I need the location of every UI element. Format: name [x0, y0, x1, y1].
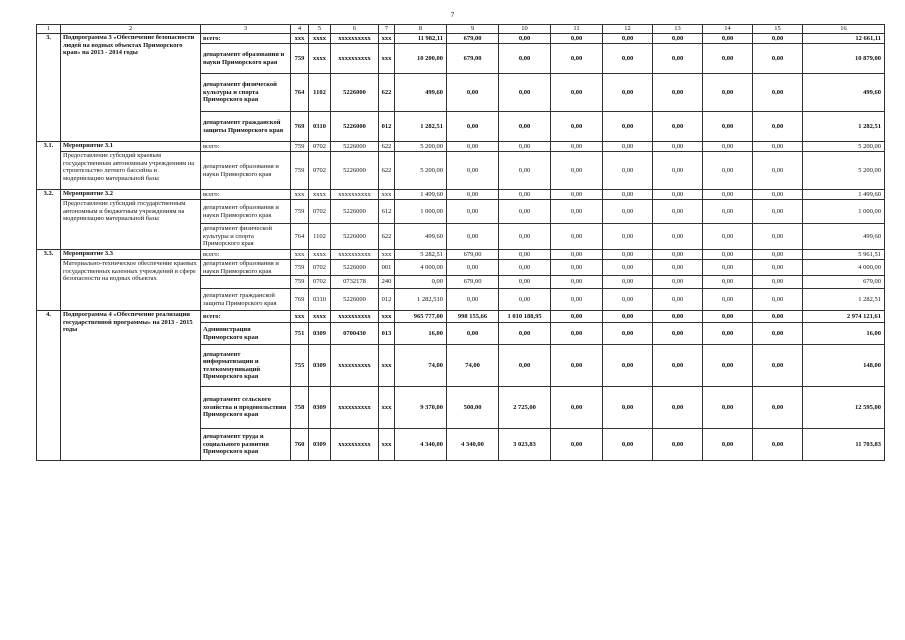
total-value: 10 879,00 [803, 44, 885, 74]
code-c4: 759 [291, 152, 309, 190]
code-c6: 0732178 [331, 276, 379, 289]
code-c5: xxxx [309, 190, 331, 200]
year-value: 0,00 [753, 323, 803, 345]
item-title: Подпрограмма 3 «Обеспечение безопасности людей на водных объектах Приморского края» на 2013 - 2014 годы [61, 34, 201, 142]
code-c5: xxxx [309, 311, 331, 323]
code-c6: 5226000 [331, 152, 379, 190]
year-value: 0,00 [753, 289, 803, 311]
year-value: 0,00 [603, 34, 653, 44]
year-value: 0,00 [499, 276, 551, 289]
year-value: 0,00 [499, 190, 551, 200]
column-number-4: 4 [291, 25, 309, 34]
code-c4: xxx [291, 250, 309, 260]
code-c6: xxxxxxxxxx [331, 44, 379, 74]
year-value: 0,00 [447, 323, 499, 345]
code-c6: xxxxxxxxxx [331, 250, 379, 260]
column-number-1: 1 [37, 25, 61, 34]
responsible-org: всего: [201, 250, 291, 260]
code-c6: 0700430 [331, 323, 379, 345]
year-value: 0,00 [653, 74, 703, 112]
year-value: 0,00 [753, 311, 803, 323]
year-value: 1 010 188,95 [499, 311, 551, 323]
column-number-11: 11 [551, 25, 603, 34]
responsible-org [201, 276, 291, 289]
year-value: 0,00 [603, 200, 653, 224]
year-value: 0,00 [703, 323, 753, 345]
code-c6: xxxxxxxxxx [331, 311, 379, 323]
year-value: 0,00 [703, 224, 753, 250]
year-value: 11 982,11 [395, 34, 447, 44]
code-c5: 0702 [309, 260, 331, 276]
code-c6: xxxxxxxxxx [331, 345, 379, 387]
year-value: 0,00 [603, 224, 653, 250]
code-c5: 0310 [309, 112, 331, 142]
year-value: 0,00 [499, 289, 551, 311]
total-value: 11 703,83 [803, 429, 885, 461]
total-value: 4 000,00 [803, 260, 885, 276]
page-number: 7 [450, 11, 455, 19]
year-value: 74,00 [395, 345, 447, 387]
year-value: 0,00 [603, 323, 653, 345]
year-value: 0,00 [447, 289, 499, 311]
code-c5: xxxx [309, 34, 331, 44]
code-c5: 1102 [309, 74, 331, 112]
column-number-7: 7 [379, 25, 395, 34]
year-value: 0,00 [551, 429, 603, 461]
year-value: 0,00 [551, 311, 603, 323]
item-number: 3.1. [37, 142, 61, 190]
code-c4: xxx [291, 311, 309, 323]
year-value: 0,00 [499, 34, 551, 44]
responsible-org: департамент образования и науки Приморского края [201, 200, 291, 224]
m32-row [37, 190, 885, 200]
total-value: 16,00 [803, 323, 885, 345]
code-c4: 755 [291, 345, 309, 387]
code-c7: xxx [379, 250, 395, 260]
code-c4: 769 [291, 289, 309, 311]
year-value: 0,00 [653, 200, 703, 224]
year-value: 5 282,51 [395, 250, 447, 260]
code-c5: 0702 [309, 276, 331, 289]
year-value: 0,00 [703, 44, 753, 74]
item-title: Мероприятие 3.2 [61, 190, 201, 200]
column-number-12: 12 [603, 25, 653, 34]
code-c4: 769 [291, 112, 309, 142]
code-c7: xxx [379, 345, 395, 387]
year-value: 5 200,00 [395, 152, 447, 190]
year-value: 0,00 [603, 276, 653, 289]
year-value: 0,00 [703, 142, 753, 152]
code-c6: 5226000 [331, 74, 379, 112]
year-value: 0,00 [603, 429, 653, 461]
code-c5: 0310 [309, 289, 331, 311]
year-value: 0,00 [395, 276, 447, 289]
year-value: 0,00 [603, 112, 653, 142]
year-value: 0,00 [499, 200, 551, 224]
year-value: 0,00 [703, 429, 753, 461]
year-value: 0,00 [653, 289, 703, 311]
total-value: 12 595,00 [803, 387, 885, 429]
code-c6: xxxxxxxxxx [331, 34, 379, 44]
responsible-org: департамент гражданской защиты Приморского края [201, 289, 291, 311]
responsible-org: департамент образования и науки Приморского края [201, 44, 291, 74]
year-value: 0,00 [703, 250, 753, 260]
year-value: 0,00 [447, 224, 499, 250]
year-value: 0,00 [499, 260, 551, 276]
year-value: 0,00 [551, 152, 603, 190]
year-value: 0,00 [551, 112, 603, 142]
code-c7: 622 [379, 224, 395, 250]
year-value: 74,00 [447, 345, 499, 387]
year-value: 0,00 [499, 112, 551, 142]
budget-table [36, 24, 885, 461]
year-value: 0,00 [653, 152, 703, 190]
code-c5: 0309 [309, 345, 331, 387]
year-value: 1 499,60 [395, 190, 447, 200]
column-number-13: 13 [653, 25, 703, 34]
code-c4: 751 [291, 323, 309, 345]
year-value: 679,00 [447, 44, 499, 74]
column-number-14: 14 [703, 25, 753, 34]
code-c6: 5226000 [331, 289, 379, 311]
year-value: 1 282,51 [395, 112, 447, 142]
code-c7: xxx [379, 34, 395, 44]
year-value: 0,00 [551, 74, 603, 112]
year-value: 0,00 [703, 289, 753, 311]
item-number: 4. [37, 311, 61, 461]
column-number-8: 8 [395, 25, 447, 34]
code-c6: 5226000 [331, 200, 379, 224]
responsible-org: департамент сельского хозяйства и продовольствия Приморского края [201, 387, 291, 429]
code-c5: 0702 [309, 200, 331, 224]
column-number-9: 9 [447, 25, 499, 34]
item-number: 3.3. [37, 250, 61, 311]
code-c4: 759 [291, 44, 309, 74]
code-c4: xxx [291, 190, 309, 200]
total-value: 5 961,51 [803, 250, 885, 260]
total-value: 5 200,00 [803, 152, 885, 190]
year-value: 0,00 [499, 44, 551, 74]
year-value: 0,00 [551, 34, 603, 44]
s3-row [37, 34, 885, 44]
total-value: 12 661,11 [803, 34, 885, 44]
year-value: 0,00 [753, 142, 803, 152]
year-value: 0,00 [703, 260, 753, 276]
year-value: 2 725,00 [499, 387, 551, 429]
year-value: 499,60 [395, 224, 447, 250]
year-value: 0,00 [447, 200, 499, 224]
year-value: 0,00 [753, 260, 803, 276]
total-value: 499,60 [803, 74, 885, 112]
column-number-16: 16 [803, 25, 885, 34]
responsible-org: департамент гражданской защиты Приморского края [201, 112, 291, 142]
code-c7: 012 [379, 289, 395, 311]
year-value: 0,00 [703, 112, 753, 142]
total-value: 5 200,00 [803, 142, 885, 152]
year-value: 0,00 [703, 311, 753, 323]
code-c5: 0309 [309, 323, 331, 345]
year-value: 0,00 [447, 142, 499, 152]
year-value: 0,00 [447, 74, 499, 112]
code-c5: 0702 [309, 142, 331, 152]
column-number-15: 15 [753, 25, 803, 34]
item-description: Материально-техническое обеспечение краевых государственных казенных учреждений в сфере безопасности на водных объектах [61, 260, 201, 311]
year-value: 1 282,510 [395, 289, 447, 311]
code-c7: 622 [379, 74, 395, 112]
column-number-6: 6 [331, 25, 379, 34]
year-value: 0,00 [447, 112, 499, 142]
item-number: 3. [37, 34, 61, 142]
year-value: 0,00 [653, 34, 703, 44]
code-c6: xxxxxxxxxx [331, 429, 379, 461]
code-c4: 764 [291, 74, 309, 112]
year-value: 0,00 [703, 74, 753, 112]
responsible-org: департамент труда и социального развития Приморского края [201, 429, 291, 461]
year-value: 0,00 [703, 345, 753, 387]
total-value: 1 282,51 [803, 112, 885, 142]
year-value: 0,00 [753, 34, 803, 44]
year-value: 0,00 [603, 311, 653, 323]
year-value: 679,00 [447, 34, 499, 44]
item-description: Предоставление субсидий краевым государственным автономным учреждениям на строительство летнего бассейна и модернизацию материальной базы [61, 152, 201, 190]
code-c5: 0702 [309, 152, 331, 190]
year-value: 0,00 [653, 429, 703, 461]
m31-row [37, 142, 885, 152]
code-c5: 1102 [309, 224, 331, 250]
year-value: 0,00 [603, 387, 653, 429]
year-value: 0,00 [499, 323, 551, 345]
code-c6: 5226000 [331, 112, 379, 142]
code-c6: 5226000 [331, 142, 379, 152]
code-c7: xxx [379, 429, 395, 461]
responsible-org: всего: [201, 34, 291, 44]
responsible-org: департамент образования и науки Приморского края [201, 152, 291, 190]
year-value: 4 000,00 [395, 260, 447, 276]
code-c5: xxxx [309, 44, 331, 74]
column-number-5: 5 [309, 25, 331, 34]
code-c4: 759 [291, 142, 309, 152]
year-value: 0,00 [653, 190, 703, 200]
code-c4: xxx [291, 34, 309, 44]
year-value: 0,00 [603, 142, 653, 152]
year-value: 0,00 [703, 152, 753, 190]
column-number-10: 10 [499, 25, 551, 34]
year-value: 965 777,00 [395, 311, 447, 323]
year-value: 0,00 [551, 200, 603, 224]
code-c4: 758 [291, 387, 309, 429]
year-value: 0,00 [653, 345, 703, 387]
year-value: 0,00 [653, 323, 703, 345]
year-value: 679,00 [447, 250, 499, 260]
responsible-org: всего: [201, 142, 291, 152]
year-value: 0,00 [551, 44, 603, 74]
responsible-org: всего: [201, 311, 291, 323]
item-number: 3.2. [37, 190, 61, 250]
year-value: 0,00 [703, 34, 753, 44]
year-value: 0,00 [653, 387, 703, 429]
year-value: 0,00 [753, 152, 803, 190]
year-value: 0,00 [653, 142, 703, 152]
code-c7: 622 [379, 152, 395, 190]
code-c7: xxx [379, 311, 395, 323]
year-value: 500,00 [447, 387, 499, 429]
column-number-3: 3 [201, 25, 291, 34]
year-value: 0,00 [603, 260, 653, 276]
code-c5: xxxx [309, 250, 331, 260]
year-value: 5 200,00 [395, 142, 447, 152]
item-title: Мероприятие 3.3 [61, 250, 201, 260]
responsible-org: департамент физической культуры и спорта Приморского края [201, 74, 291, 112]
year-value: 0,00 [753, 345, 803, 387]
m33-row [37, 260, 885, 276]
year-value: 0,00 [551, 323, 603, 345]
year-value: 0,00 [653, 224, 703, 250]
code-c5: 0309 [309, 387, 331, 429]
year-value: 0,00 [653, 311, 703, 323]
year-value: 0,00 [703, 190, 753, 200]
code-c6: xxxxxxxxxx [331, 190, 379, 200]
year-value: 0,00 [551, 276, 603, 289]
code-c7: xxx [379, 44, 395, 74]
year-value: 0,00 [753, 250, 803, 260]
code-c7: 240 [379, 276, 395, 289]
year-value: 16,00 [395, 323, 447, 345]
year-value: 0,00 [551, 190, 603, 200]
year-value: 0,00 [753, 387, 803, 429]
responsible-org: департамент физической культуры и спорта Приморского края [201, 224, 291, 250]
year-value: 0,00 [603, 74, 653, 112]
year-value: 0,00 [703, 387, 753, 429]
responsible-org: департамент образования и науки Приморского края [201, 260, 291, 276]
year-value: 0,00 [653, 44, 703, 74]
year-value: 1 000,00 [395, 200, 447, 224]
code-c6: 5226000 [331, 224, 379, 250]
year-value: 0,00 [753, 200, 803, 224]
year-value: 998 155,66 [447, 311, 499, 323]
code-c4: 759 [291, 200, 309, 224]
year-value: 0,00 [551, 289, 603, 311]
year-value: 0,00 [499, 74, 551, 112]
total-value: 499,60 [803, 224, 885, 250]
column-number-2: 2 [61, 25, 201, 34]
year-value: 0,00 [551, 387, 603, 429]
year-value: 0,00 [753, 224, 803, 250]
year-value: 10 200,00 [395, 44, 447, 74]
year-value: 0,00 [603, 44, 653, 74]
year-value: 4 340,00 [447, 429, 499, 461]
responsible-org: Администрация Приморского края [201, 323, 291, 345]
code-c7: 001 [379, 260, 395, 276]
year-value: 0,00 [603, 345, 653, 387]
code-c4: 760 [291, 429, 309, 461]
year-value: 0,00 [753, 44, 803, 74]
year-value: 0,00 [653, 112, 703, 142]
code-c6: 5226000 [331, 260, 379, 276]
year-value: 0,00 [603, 152, 653, 190]
m32-row [37, 200, 885, 224]
responsible-org: департамент информатизации и телекоммуникаций Приморского края [201, 345, 291, 387]
s4-row [37, 311, 885, 323]
code-c7: xxx [379, 190, 395, 200]
total-value: 2 974 121,61 [803, 311, 885, 323]
responsible-org: всего: [201, 190, 291, 200]
code-c6: xxxxxxxxxx [331, 387, 379, 429]
code-c7: 612 [379, 200, 395, 224]
year-value: 0,00 [551, 345, 603, 387]
year-value: 0,00 [551, 224, 603, 250]
year-value: 0,00 [753, 112, 803, 142]
column-number-row [37, 25, 885, 34]
code-c7: xxx [379, 387, 395, 429]
year-value: 0,00 [603, 190, 653, 200]
year-value: 0,00 [499, 142, 551, 152]
year-value: 0,00 [653, 260, 703, 276]
year-value: 0,00 [551, 250, 603, 260]
year-value: 0,00 [703, 276, 753, 289]
year-value: 0,00 [603, 289, 653, 311]
year-value: 4 340,00 [395, 429, 447, 461]
total-value: 1 000,00 [803, 200, 885, 224]
code-c4: 759 [291, 260, 309, 276]
year-value: 0,00 [499, 250, 551, 260]
code-c7: 012 [379, 112, 395, 142]
year-value: 0,00 [753, 190, 803, 200]
code-c4: 759 [291, 276, 309, 289]
year-value: 0,00 [753, 276, 803, 289]
year-value: 0,00 [447, 152, 499, 190]
year-value: 499,60 [395, 74, 447, 112]
year-value: 0,00 [551, 260, 603, 276]
year-value: 0,00 [447, 260, 499, 276]
year-value: 0,00 [499, 224, 551, 250]
year-value: 0,00 [753, 74, 803, 112]
code-c7: 013 [379, 323, 395, 345]
code-c5: 0309 [309, 429, 331, 461]
year-value: 679,00 [447, 276, 499, 289]
year-value: 0,00 [703, 200, 753, 224]
year-value: 0,00 [753, 429, 803, 461]
total-value: 148,00 [803, 345, 885, 387]
year-value: 0,00 [551, 142, 603, 152]
total-value: 679,00 [803, 276, 885, 289]
code-c7: 622 [379, 142, 395, 152]
m31-row [37, 152, 885, 190]
year-value: 0,00 [499, 345, 551, 387]
year-value: 0,00 [653, 276, 703, 289]
item-description: Предоставление субсидий государственным автономным и бюджетным учреждениям на модернизацию материальной базы [61, 200, 201, 250]
total-value: 1 499,60 [803, 190, 885, 200]
total-value: 1 282,51 [803, 289, 885, 311]
year-value: 3 023,83 [499, 429, 551, 461]
year-value: 0,00 [447, 190, 499, 200]
year-value: 0,00 [499, 152, 551, 190]
code-c4: 764 [291, 224, 309, 250]
year-value: 0,00 [653, 250, 703, 260]
item-title: Подпрограмма 4 «Обеспечение реализации государственной программы» на 2013 - 2015 годы [61, 311, 201, 461]
year-value: 9 370,00 [395, 387, 447, 429]
item-title: Мероприятие 3.1 [61, 142, 201, 152]
year-value: 0,00 [603, 250, 653, 260]
m33-row [37, 250, 885, 260]
